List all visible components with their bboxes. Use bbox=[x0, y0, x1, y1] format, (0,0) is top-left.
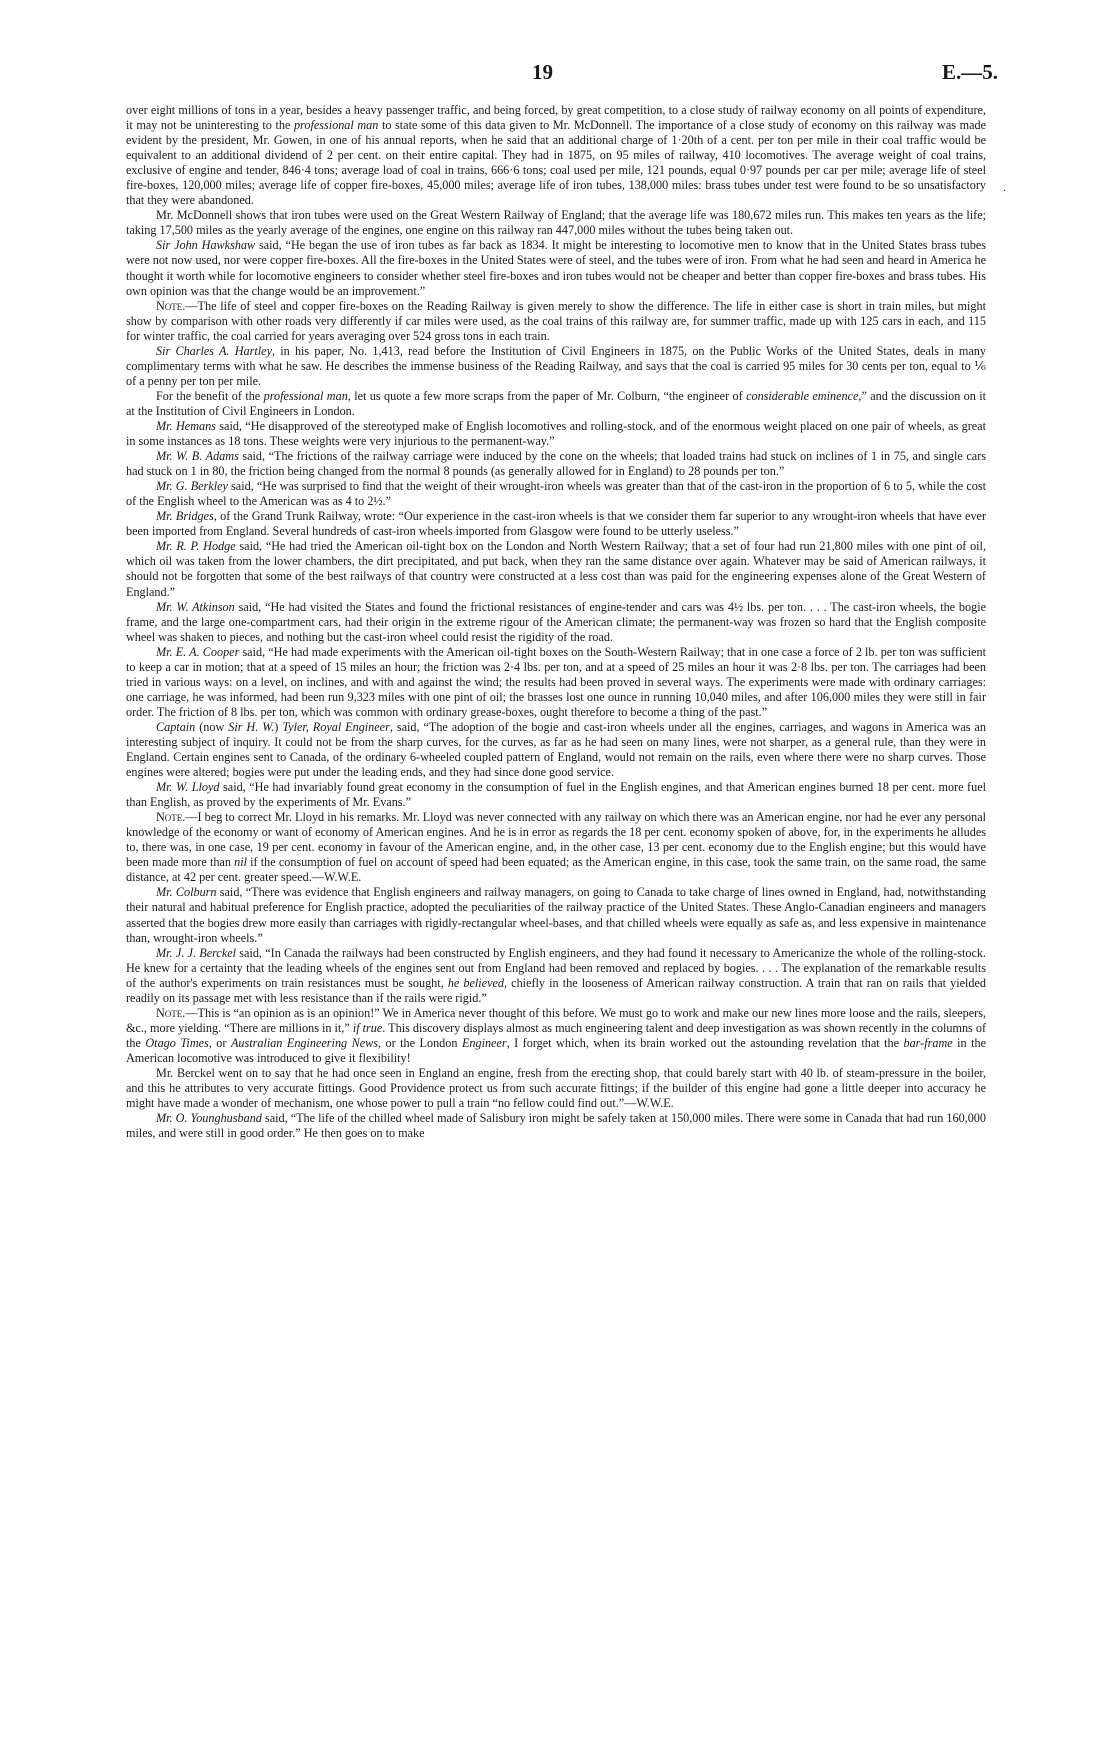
paragraph bbox=[126, 600, 986, 645]
note-label: Note. bbox=[156, 298, 186, 313]
text-run: , in his paper, No. 1,413, read before the Institution of Civil Engineers in 1875, on the Public Works of the United States, deals in many complimentary terms with what he saw. He describes the immense business of the Reading Railway, and says that the coal is carried 95 miles for 30 cents per ton, equal to ⅙ of a penny per ton per mile. bbox=[126, 343, 986, 388]
text-run: said, “He had visited the States and found the frictional resistances of engine-tender and cars was 4½ lbs. per ton. . . . The cast-iron wheels, the bogie frame, and the large one-compartment cars, had their origin in the extreme rigour of the American climate; the permanent-way was frozen so hard that the English composite wheel was shaken to pieces, and nothing but the cast-iron wheel could resist the rigidity of the road. bbox=[126, 599, 986, 644]
speaker-name: Mr. W. Lloyd bbox=[156, 780, 220, 795]
emphasis: Otago Times bbox=[145, 1035, 209, 1050]
paragraph bbox=[126, 810, 986, 885]
speaker-name: Mr. O. Younghusband bbox=[156, 1111, 262, 1126]
paragraph bbox=[126, 1066, 986, 1111]
speaker-name: Mr. W. B. Adams bbox=[156, 449, 239, 464]
text-run: said, “In Canada the railways had been constructed by English engineers, and they had found it necessary to Americanize the whole of the rolling-stock. He knew for a certainty that the leading wheels of the engines sent out from England had been removed and replaced by bogies. . . . The explanation of the remarkable results of the author's experiments on train resistances must be sought, bbox=[126, 945, 986, 990]
speaker-name: Mr. J. J. Berckel bbox=[156, 945, 237, 960]
text-run: , or the London bbox=[378, 1035, 462, 1050]
paragraph bbox=[126, 645, 986, 720]
text-run: , let us quote a few more scraps from the paper of Mr. Colburn, “the engineer of bbox=[347, 388, 747, 403]
paragraph bbox=[126, 344, 986, 389]
paragraph bbox=[126, 238, 986, 298]
paragraph bbox=[126, 885, 986, 945]
paragraph bbox=[126, 299, 986, 344]
speaker-name: Tyler, Royal Engineer bbox=[282, 719, 390, 734]
text-run: , I forget which, when its brain worked out the astounding revelation that the bbox=[506, 1035, 904, 1050]
paragraph bbox=[126, 720, 986, 780]
emphasis: considerable eminence bbox=[746, 388, 859, 403]
margin-mark: . bbox=[1003, 180, 1006, 194]
text-run: Mr. McDonnell shows that iron tubes were used on the Great Western Railway of England; that the average life was 180,672 miles run. This makes ten years as the life; taking 17,500 miles as the yearly average of the engines, one engine on this railway ran 447,000 miles without the tubes being taken out. bbox=[126, 208, 986, 238]
speaker-name: Captain bbox=[156, 719, 196, 734]
speaker-name: Mr. Hemans bbox=[156, 418, 216, 433]
emphasis: Engineer bbox=[461, 1035, 507, 1050]
paragraph bbox=[126, 539, 986, 599]
emphasis: nil bbox=[234, 855, 247, 870]
text-run: over eight millions of tons in a year, besides a heavy passenger traffic, and being forced, by great competition, to a close study of railway economy on all points of expenditure, it may not be uninteresting to the bbox=[126, 103, 986, 133]
text-run: , or bbox=[208, 1035, 231, 1050]
paragraph bbox=[126, 479, 986, 509]
text-run: said, “He had tried the American oil-tight box on the London and North Western Railway; that a set of four had run 21,800 miles with one pint of oil, which oil was taken from the lower chambers, the dirt precipitated, and put back, when they ran the same distance over again. Whatever may be said of American railways, it should not be forgotten that some of the best railways of that country were constructed at a less cost than was paid for the engineering expenses alone of the Great Western of England.” bbox=[126, 539, 986, 599]
paragraph bbox=[126, 449, 986, 479]
paragraph bbox=[126, 1111, 986, 1141]
text-run: —The life of steel and copper fire-boxes on the Reading Railway is given merely to show the difference. The life in either case is short in train miles, but might show by comparison with other roads very differently if car miles were used, as the coal trains of this railway are, for summer traffic, made up with 125 cars in each, and 115 for winter traffic, the coal carried for years averaging over 524 gross tons in each train. bbox=[126, 298, 986, 343]
text-run: said, “He was surprised to find that the weight of their wrought-iron wheels was greater than that of the cast-iron in the proportion of 6 to 5, while the cost of the English wheel to the American was as 4 to 2½.” bbox=[126, 479, 986, 509]
speaker-name: Mr. R. P. Hodge bbox=[156, 539, 236, 554]
speaker-name: Sir H. W. bbox=[228, 719, 275, 734]
emphasis: he believed bbox=[447, 975, 505, 990]
text-run: said, “He had invariably found great economy in the consumption of fuel in the English engines, and that American engines burned 18 per cent. more fuel than English, as proved by the experiments of Mr. Evans.” bbox=[126, 780, 986, 810]
text-run: —I beg to correct Mr. Lloyd in his remarks. Mr. Lloyd was never connected with any railway on which there was an American engine, nor had he ever any personal knowledge of the economy or want of economy of American engines. And he is in error as regards the 18 per cent. economy spoken of above, for, in the experiments he alludes to, there was, in one case, 19 per cent. economy in favour of the American engine, and, in the other case, 13 per cent. economy due to the English engine; but this would have been made more than bbox=[126, 810, 986, 870]
speaker-name: Mr. W. Atkinson bbox=[156, 599, 235, 614]
speaker-name: Mr. G. Berkley bbox=[156, 479, 228, 494]
text-run: —This is “an opinion as is an opinion!” We in America never thought of this before. We must go to work and make our new lines more loose and the rails, sleepers, &c., more yielding. “There are millions in it,” bbox=[126, 1005, 986, 1035]
text-run: said, “The frictions of the railway carriage were induced by the cone on the wheels; that loaded trains had stuck on inclines of 1 in 75, and single cars had stuck on 1 in 80, the friction being changed from the normal 8 pounds (as generally allowed for in England) to 28 pounds per ton.” bbox=[126, 449, 986, 479]
emphasis: if true bbox=[352, 1020, 383, 1035]
paragraph bbox=[126, 103, 986, 208]
text-run: For the benefit of the bbox=[156, 388, 264, 403]
text-run: said, “He had made experiments with the American oil-tight boxes on the South-Western Railway; that in one case a force of 2 lb. per ton was sufficient to keep a car in motion; that at a speed of 15 miles an hour; the friction was 2·4 lbs. per ton, and at a speed of 25 miles an hour it was 2·8 lbs. per ton. The carriages had been tried in various ways: on a level, on inclines, and with and against the wind; the results had been proved in several ways. The experiments were made with ordinary carriages: one carriage, he was informed, had been run 9,323 miles with one pint of oil; the brasses lost one ounce in running 10,040 miles, and after 106,000 miles they were still in fair order. The friction of 8 lbs. per ton, which was common with ordinary grease-boxes, ought therefore to become a thing of the past.” bbox=[126, 644, 986, 719]
speaker-name: Mr. Bridges bbox=[156, 509, 214, 524]
body-text bbox=[126, 103, 986, 1141]
paragraph bbox=[126, 419, 986, 449]
text-run: if the consumption of fuel on account of speed had been equated; as the American engine, in this case, took the same train, on the same road, the same distance, at 42 per cent. greater speed.—W.W.E. bbox=[126, 855, 986, 885]
text-run: ) bbox=[274, 719, 283, 734]
text-run: , chiefly in the looseness of American railway construction. A train that ran on rails that yielded readily on its passage met with less resistance than if the rails were rigid.” bbox=[126, 975, 987, 1005]
text-run: to state some of this data given to Mr. McDonnell. The importance of a close study of economy on this railway was made evident by the president, Mr. Gowen, in one of his annual reports, when he said that an additional charge of 1·20th of a cent. per ton per mile in their coal traffic would be equivalent to an additional dividend of 2 per cent. on their entire capital. They had in 1875, on 95 miles of railway, 410 locomotives. The average weight of coal trains, exclusive of engine and tender, 846·4 tons; average load of coal in trains, 666·6 tons; coal used per mile, 121 pounds, equal 0·97 pounds per car per mile; average life of steel fire-boxes, 120,000 miles; average life of copper fire-boxes, 45,000 miles; average life of iron tubes, 138,000 miles: brass tubes under test were found to be so unsatisfactory that they were abandoned. bbox=[126, 118, 986, 208]
emphasis: Australian Engineering News bbox=[230, 1035, 379, 1050]
speaker-name: Mr. E. A. Cooper bbox=[156, 644, 240, 659]
section-code: E.—5. bbox=[941, 60, 998, 84]
text-run: Mr. Berckel went on to say that he had once seen in England an engine, fresh from the erecting shop, that could barely start with 40 lb. of steam-pressure in the boiler, and this he attributes to very accurate fittings. Good Providence protect us from such accurate fittings; if the builder of this engine had gone a little deeper into accuracy he might have made a wonder of mechanism, one whose power to pull a train “no fellow could find out.”—W.W.E. bbox=[126, 1066, 986, 1111]
speaker-name: Mr. Colburn bbox=[156, 885, 217, 900]
emphasis: professional man bbox=[263, 388, 348, 403]
text-run: , said, “The adoption of the bogie and cast-iron wheels under all the engines, carriages, and wagons in America was an interesting subject of inquiry. It could not be from the sharp curves, for the curves, as far as he had seen on many lines, were not sharper, as a general rule, than they were in England. Certain engines sent to Canada, of the ordinary 6-wheeled coupled pattern of England, would not remain on the rails, even where there were no sharp curves. Those engines were altered; bogies were put under the leading ends, and they had since done good service. bbox=[126, 719, 986, 780]
paragraph bbox=[126, 389, 986, 419]
speaker-name: Sir John Hawkshaw bbox=[156, 238, 256, 253]
note-label: Note. bbox=[156, 810, 186, 825]
speaker-name: Sir Charles A. Hartley bbox=[156, 343, 272, 358]
text-run: said, “There was evidence that English engineers and railway managers, on going to Canada to take charge of lines owned in England, had, notwithstanding their natural and habitual preference for English practice, adopted the peculiarities of the railway practice of the United States. These Anglo-Canadian engineers and managers asserted that the bogies drew more easily than carriages with rigidly-rectangular wheel-bases, and that chilled wheels were equally as safe as, and less expensive in maintenance than, wrought-iron wheels.” bbox=[126, 885, 986, 945]
note-label: Note. bbox=[156, 1005, 186, 1020]
text-run: . This discovery displays almost as much engineering talent and deep investigation as was shown recently in the columns of the bbox=[126, 1020, 987, 1050]
emphasis: professional man bbox=[293, 118, 379, 133]
text-run: (now bbox=[195, 719, 229, 734]
paragraph bbox=[126, 1006, 986, 1066]
paragraph bbox=[126, 509, 986, 539]
page-number: 19 bbox=[532, 60, 553, 84]
paragraph bbox=[126, 946, 986, 1006]
text-run: , of the Grand Trunk Railway, wrote: “Our experience in the cast-iron wheels is that we consider them far superior to any wrought-iron wheels that have ever been imported from England. Several hundreds of cast-iron wheels imported from Glasgow were found to be utterly useless.” bbox=[126, 509, 986, 539]
text-run: said, “He began the use of iron tubes as far back as 1834. It might be interesting to locomotive men to know that in the United States brass tubes were not now used, nor were copper fire-boxes. All the fire-boxes in the United States were of steel, and the tubes were of iron. From what he had seen and heard in America he thought it worth while for locomotive engineers to consider whether steel fire-boxes and iron tubes would not be cheaper and better than copper fire-boxes and brass tubes. His own opinion was that the change would be an improvement.” bbox=[126, 238, 987, 298]
paragraph bbox=[126, 208, 986, 238]
paragraph bbox=[126, 780, 986, 810]
text-run: said, “He disapproved of the stereotyped make of English locomotives and rolling-stock, and of the enormous weight placed on one pair of wheels, as great in some instances as 18 tons. These weights were very injurious to the permanent-way.” bbox=[126, 418, 986, 449]
text-run: ,” and the discussion on it at the Institution of Civil Engineers in London. bbox=[126, 388, 987, 418]
page-header bbox=[0, 60, 1114, 90]
text-run: said, “The life of the chilled wheel made of Salisbury iron might be safely taken at 150,000 miles. There were some in Canada that had run 160,000 miles, and were still in good order.” He then goes on to make bbox=[126, 1111, 986, 1141]
emphasis: bar-frame bbox=[903, 1035, 953, 1050]
text-run: in the American locomotive was introduced to give it flexibility! bbox=[126, 1035, 986, 1065]
